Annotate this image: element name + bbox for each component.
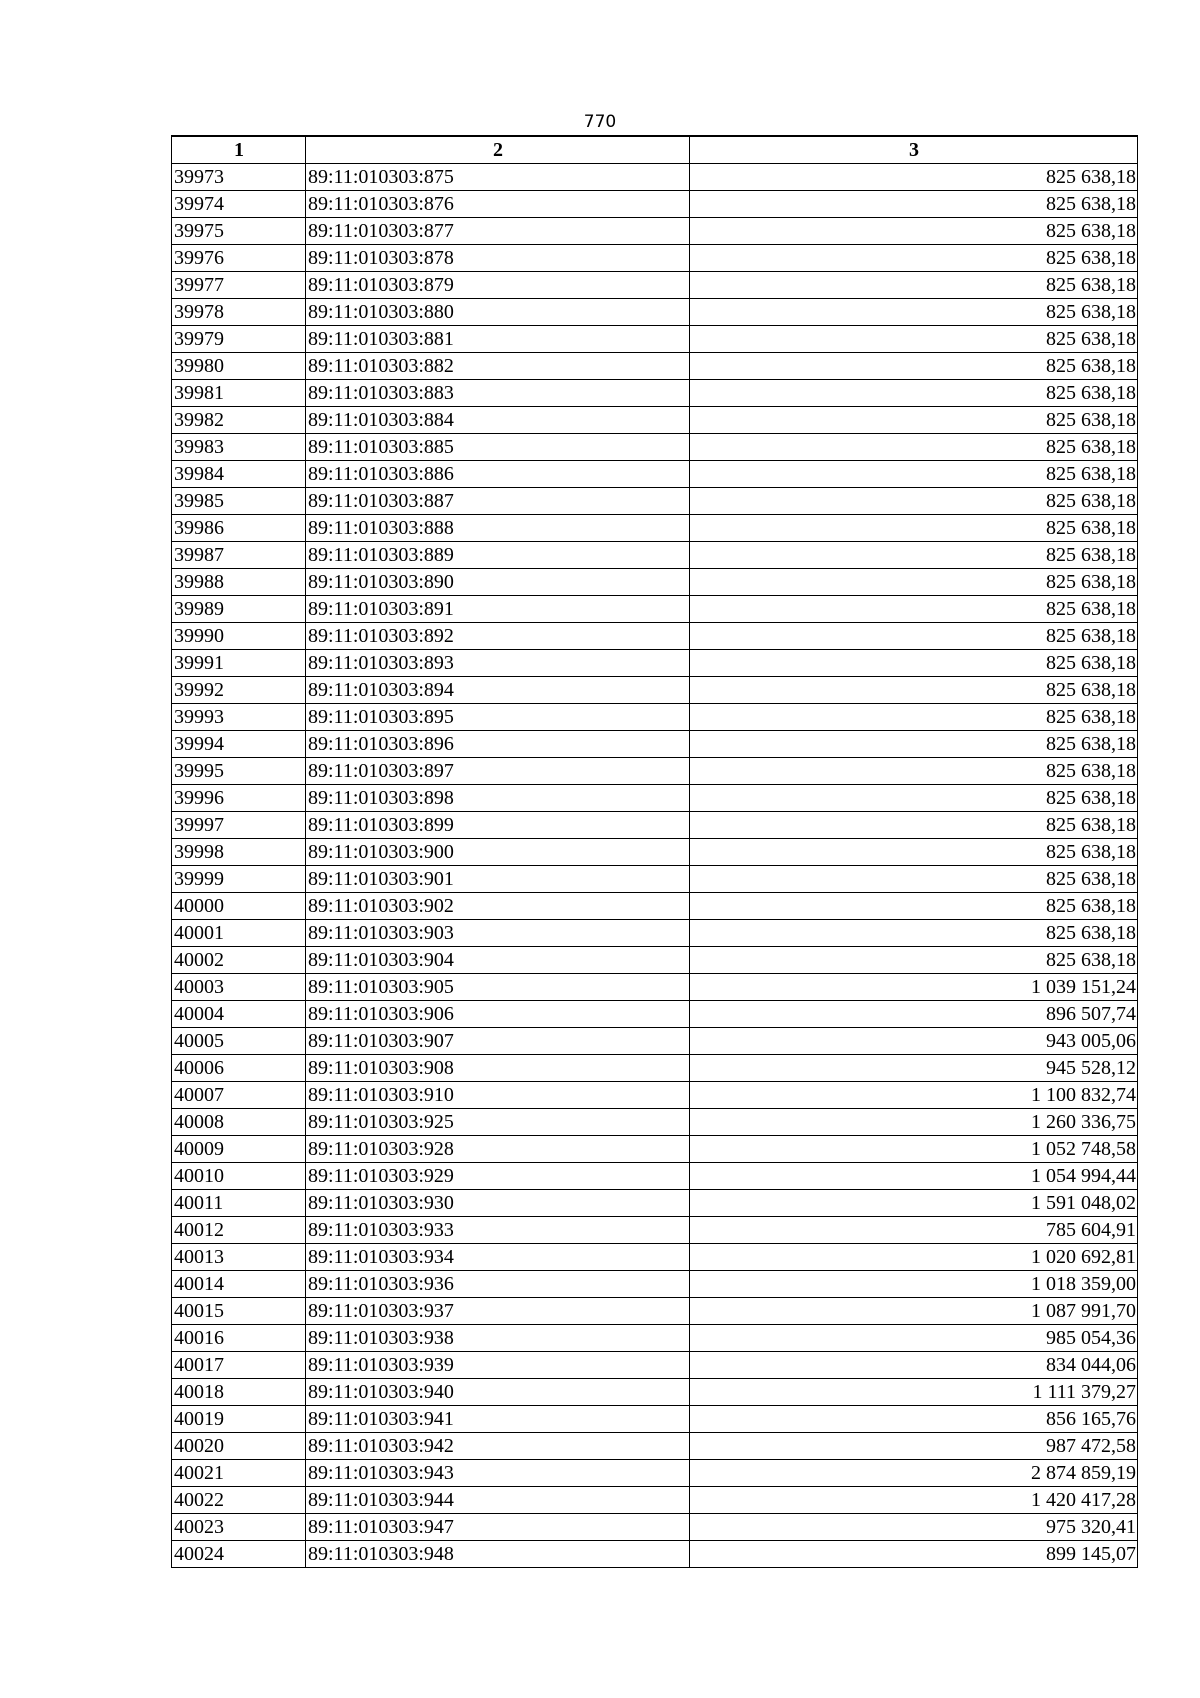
cadastral-number-cell: 89:11:010303:881 xyxy=(306,326,690,353)
cadastral-number-cell: 89:11:010303:875 xyxy=(306,164,690,191)
row-number-cell: 39983 xyxy=(172,434,306,461)
table-row xyxy=(172,299,1138,326)
row-number-cell: 40024 xyxy=(172,1541,306,1568)
cadastral-number-cell: 89:11:010303:898 xyxy=(306,785,690,812)
table-row xyxy=(172,1271,1138,1298)
cadastral-value-cell: 825 638,18 xyxy=(690,326,1138,353)
row-number-cell: 40017 xyxy=(172,1352,306,1379)
cadastral-value-cell: 2 874 859,19 xyxy=(690,1460,1138,1487)
table-row xyxy=(172,1136,1138,1163)
cadastral-number-cell: 89:11:010303:906 xyxy=(306,1001,690,1028)
cadastral-value-cell: 825 638,18 xyxy=(690,272,1138,299)
table-row xyxy=(172,839,1138,866)
table-row xyxy=(172,812,1138,839)
table-row xyxy=(172,272,1138,299)
cadastral-value-cell: 945 528,12 xyxy=(690,1055,1138,1082)
cadastral-number-cell: 89:11:010303:943 xyxy=(306,1460,690,1487)
row-number-cell: 39984 xyxy=(172,461,306,488)
row-number-cell: 40008 xyxy=(172,1109,306,1136)
table-row xyxy=(172,515,1138,542)
table-row xyxy=(172,1163,1138,1190)
table-row xyxy=(172,164,1138,191)
row-number-cell: 39991 xyxy=(172,650,306,677)
cadastral-number-cell: 89:11:010303:938 xyxy=(306,1325,690,1352)
table-row xyxy=(172,785,1138,812)
table-row xyxy=(172,1298,1138,1325)
cadastral-value-cell: 1 054 994,44 xyxy=(690,1163,1138,1190)
row-number-cell: 40021 xyxy=(172,1460,306,1487)
row-number-cell: 40015 xyxy=(172,1298,306,1325)
cadastral-value-table xyxy=(171,135,1138,1568)
cadastral-value-cell: 1 111 379,27 xyxy=(690,1379,1138,1406)
row-number-cell: 39989 xyxy=(172,596,306,623)
row-number-cell: 39980 xyxy=(172,353,306,380)
cadastral-value-cell: 825 638,18 xyxy=(690,461,1138,488)
table-row xyxy=(172,1082,1138,1109)
cadastral-value-cell: 825 638,18 xyxy=(690,704,1138,731)
table-row xyxy=(172,1487,1138,1514)
cadastral-number-cell: 89:11:010303:941 xyxy=(306,1406,690,1433)
row-number-cell: 39978 xyxy=(172,299,306,326)
row-number-cell: 39982 xyxy=(172,407,306,434)
row-number-cell: 40014 xyxy=(172,1271,306,1298)
table-row xyxy=(172,218,1138,245)
row-number-cell: 39992 xyxy=(172,677,306,704)
row-number-cell: 39988 xyxy=(172,569,306,596)
cadastral-value-cell: 825 638,18 xyxy=(690,920,1138,947)
cadastral-number-cell: 89:11:010303:925 xyxy=(306,1109,690,1136)
cadastral-number-cell: 89:11:010303:889 xyxy=(306,542,690,569)
cadastral-value-cell: 825 638,18 xyxy=(690,542,1138,569)
row-number-cell: 39999 xyxy=(172,866,306,893)
cadastral-number-cell: 89:11:010303:937 xyxy=(306,1298,690,1325)
cadastral-number-cell: 89:11:010303:879 xyxy=(306,272,690,299)
table-row xyxy=(172,1217,1138,1244)
table-row xyxy=(172,974,1138,1001)
row-number-cell: 39976 xyxy=(172,245,306,272)
table-body xyxy=(172,164,1138,1568)
cadastral-number-cell: 89:11:010303:882 xyxy=(306,353,690,380)
table-row xyxy=(172,893,1138,920)
cadastral-number-cell: 89:11:010303:905 xyxy=(306,974,690,1001)
header-row xyxy=(172,136,1138,164)
row-number-cell: 39997 xyxy=(172,812,306,839)
cadastral-value-cell: 825 638,18 xyxy=(690,758,1138,785)
table-row xyxy=(172,1460,1138,1487)
row-number-cell: 39973 xyxy=(172,164,306,191)
cadastral-number-cell: 89:11:010303:948 xyxy=(306,1541,690,1568)
cadastral-number-cell: 89:11:010303:886 xyxy=(306,461,690,488)
cadastral-value-cell: 825 638,18 xyxy=(690,191,1138,218)
row-number-cell: 40023 xyxy=(172,1514,306,1541)
cadastral-value-cell: 1 020 692,81 xyxy=(690,1244,1138,1271)
cadastral-number-cell: 89:11:010303:888 xyxy=(306,515,690,542)
cadastral-value-cell: 825 638,18 xyxy=(690,785,1138,812)
table-row xyxy=(172,434,1138,461)
cadastral-value-cell: 825 638,18 xyxy=(690,569,1138,596)
cadastral-number-cell: 89:11:010303:940 xyxy=(306,1379,690,1406)
cadastral-number-cell: 89:11:010303:891 xyxy=(306,596,690,623)
row-number-cell: 39994 xyxy=(172,731,306,758)
cadastral-value-cell: 975 320,41 xyxy=(690,1514,1138,1541)
cadastral-number-cell: 89:11:010303:902 xyxy=(306,893,690,920)
cadastral-number-cell: 89:11:010303:947 xyxy=(306,1514,690,1541)
cadastral-value-cell: 1 591 048,02 xyxy=(690,1190,1138,1217)
cadastral-number-cell: 89:11:010303:933 xyxy=(306,1217,690,1244)
row-number-cell: 40022 xyxy=(172,1487,306,1514)
column-header-1: 1 xyxy=(172,136,306,164)
cadastral-number-cell: 89:11:010303:884 xyxy=(306,407,690,434)
cadastral-value-cell: 825 638,18 xyxy=(690,839,1138,866)
cadastral-value-cell: 825 638,18 xyxy=(690,380,1138,407)
cadastral-number-cell: 89:11:010303:895 xyxy=(306,704,690,731)
table-row xyxy=(172,704,1138,731)
cadastral-value-cell: 987 472,58 xyxy=(690,1433,1138,1460)
table-row xyxy=(172,326,1138,353)
cadastral-value-cell: 785 604,91 xyxy=(690,1217,1138,1244)
page-number: 770 xyxy=(583,112,617,132)
row-number-cell: 40001 xyxy=(172,920,306,947)
row-number-cell: 40020 xyxy=(172,1433,306,1460)
cadastral-number-cell: 89:11:010303:930 xyxy=(306,1190,690,1217)
table-row xyxy=(172,461,1138,488)
cadastral-value-cell: 896 507,74 xyxy=(690,1001,1138,1028)
cadastral-value-cell: 985 054,36 xyxy=(690,1325,1138,1352)
cadastral-value-cell: 834 044,06 xyxy=(690,1352,1138,1379)
cadastral-number-cell: 89:11:010303:877 xyxy=(306,218,690,245)
table-row xyxy=(172,1433,1138,1460)
cadastral-number-cell: 89:11:010303:903 xyxy=(306,920,690,947)
row-number-cell: 39977 xyxy=(172,272,306,299)
cadastral-number-cell: 89:11:010303:928 xyxy=(306,1136,690,1163)
table-row xyxy=(172,731,1138,758)
cadastral-value-cell: 825 638,18 xyxy=(690,515,1138,542)
row-number-cell: 40002 xyxy=(172,947,306,974)
cadastral-number-cell: 89:11:010303:908 xyxy=(306,1055,690,1082)
table-row xyxy=(172,866,1138,893)
cadastral-number-cell: 89:11:010303:900 xyxy=(306,839,690,866)
table-row xyxy=(172,1244,1138,1271)
row-number-cell: 40009 xyxy=(172,1136,306,1163)
table-row xyxy=(172,1352,1138,1379)
table-row xyxy=(172,677,1138,704)
row-number-cell: 39993 xyxy=(172,704,306,731)
cadastral-value-cell: 825 638,18 xyxy=(690,164,1138,191)
table-row xyxy=(172,947,1138,974)
row-number-cell: 40006 xyxy=(172,1055,306,1082)
cadastral-number-cell: 89:11:010303:934 xyxy=(306,1244,690,1271)
cadastral-number-cell: 89:11:010303:929 xyxy=(306,1163,690,1190)
cadastral-number-cell: 89:11:010303:899 xyxy=(306,812,690,839)
cadastral-value-cell: 1 420 417,28 xyxy=(690,1487,1138,1514)
row-number-cell: 40011 xyxy=(172,1190,306,1217)
cadastral-value-cell: 899 145,07 xyxy=(690,1541,1138,1568)
cadastral-value-cell: 825 638,18 xyxy=(690,623,1138,650)
cadastral-value-cell: 825 638,18 xyxy=(690,488,1138,515)
cadastral-value-cell: 856 165,76 xyxy=(690,1406,1138,1433)
table-row xyxy=(172,1406,1138,1433)
table-row xyxy=(172,1514,1138,1541)
row-number-cell: 40000 xyxy=(172,893,306,920)
cadastral-number-cell: 89:11:010303:904 xyxy=(306,947,690,974)
cadastral-number-cell: 89:11:010303:878 xyxy=(306,245,690,272)
cadastral-number-cell: 89:11:010303:897 xyxy=(306,758,690,785)
cadastral-value-cell: 1 260 336,75 xyxy=(690,1109,1138,1136)
cadastral-number-cell: 89:11:010303:883 xyxy=(306,380,690,407)
row-number-cell: 39986 xyxy=(172,515,306,542)
row-number-cell: 40013 xyxy=(172,1244,306,1271)
row-number-cell: 40007 xyxy=(172,1082,306,1109)
cadastral-value-cell: 825 638,18 xyxy=(690,893,1138,920)
table-row xyxy=(172,245,1138,272)
cadastral-value-cell: 1 100 832,74 xyxy=(690,1082,1138,1109)
cadastral-number-cell: 89:11:010303:887 xyxy=(306,488,690,515)
cadastral-value-cell: 825 638,18 xyxy=(690,407,1138,434)
row-number-cell: 40004 xyxy=(172,1001,306,1028)
table-row xyxy=(172,1325,1138,1352)
cadastral-number-cell: 89:11:010303:896 xyxy=(306,731,690,758)
cadastral-number-cell: 89:11:010303:885 xyxy=(306,434,690,461)
table-row xyxy=(172,1055,1138,1082)
row-number-cell: 39975 xyxy=(172,218,306,245)
row-number-cell: 39981 xyxy=(172,380,306,407)
row-number-cell: 39979 xyxy=(172,326,306,353)
row-number-cell: 39987 xyxy=(172,542,306,569)
table-row xyxy=(172,758,1138,785)
table-row xyxy=(172,920,1138,947)
cadastral-value-cell: 825 638,18 xyxy=(690,947,1138,974)
row-number-cell: 39990 xyxy=(172,623,306,650)
row-number-cell: 40019 xyxy=(172,1406,306,1433)
row-number-cell: 39996 xyxy=(172,785,306,812)
cadastral-number-cell: 89:11:010303:876 xyxy=(306,191,690,218)
cadastral-value-cell: 825 638,18 xyxy=(690,677,1138,704)
cadastral-value-cell: 825 638,18 xyxy=(690,650,1138,677)
row-number-cell: 39985 xyxy=(172,488,306,515)
row-number-cell: 39998 xyxy=(172,839,306,866)
table-row xyxy=(172,650,1138,677)
cadastral-value-cell: 825 638,18 xyxy=(690,245,1138,272)
cadastral-number-cell: 89:11:010303:936 xyxy=(306,1271,690,1298)
table-row xyxy=(172,1028,1138,1055)
row-number-cell: 40012 xyxy=(172,1217,306,1244)
cadastral-value-cell: 825 638,18 xyxy=(690,218,1138,245)
cadastral-number-cell: 89:11:010303:939 xyxy=(306,1352,690,1379)
cadastral-value-cell: 825 638,18 xyxy=(690,731,1138,758)
cadastral-value-cell: 825 638,18 xyxy=(690,812,1138,839)
table-row xyxy=(172,407,1138,434)
row-number-cell: 39995 xyxy=(172,758,306,785)
cadastral-value-cell: 825 638,18 xyxy=(690,596,1138,623)
row-number-cell: 40016 xyxy=(172,1325,306,1352)
cadastral-value-cell: 1 052 748,58 xyxy=(690,1136,1138,1163)
cadastral-value-cell: 825 638,18 xyxy=(690,434,1138,461)
table-row xyxy=(172,1109,1138,1136)
table-row xyxy=(172,353,1138,380)
cadastral-number-cell: 89:11:010303:890 xyxy=(306,569,690,596)
cadastral-value-cell: 825 638,18 xyxy=(690,299,1138,326)
cadastral-number-cell: 89:11:010303:894 xyxy=(306,677,690,704)
table-row xyxy=(172,623,1138,650)
table-row xyxy=(172,488,1138,515)
cadastral-number-cell: 89:11:010303:901 xyxy=(306,866,690,893)
table-row xyxy=(172,542,1138,569)
column-header-2: 2 xyxy=(306,136,690,164)
cadastral-value-cell: 943 005,06 xyxy=(690,1028,1138,1055)
cadastral-number-cell: 89:11:010303:910 xyxy=(306,1082,690,1109)
row-number-cell: 40003 xyxy=(172,974,306,1001)
cadastral-value-cell: 825 638,18 xyxy=(690,866,1138,893)
table-row xyxy=(172,1190,1138,1217)
cadastral-number-cell: 89:11:010303:880 xyxy=(306,299,690,326)
table-header xyxy=(172,136,1138,164)
row-number-cell: 40005 xyxy=(172,1028,306,1055)
table-row xyxy=(172,596,1138,623)
cadastral-number-cell: 89:11:010303:893 xyxy=(306,650,690,677)
row-number-cell: 40010 xyxy=(172,1163,306,1190)
cadastral-number-cell: 89:11:010303:942 xyxy=(306,1433,690,1460)
cadastral-value-cell: 1 018 359,00 xyxy=(690,1271,1138,1298)
row-number-cell: 40018 xyxy=(172,1379,306,1406)
cadastral-number-cell: 89:11:010303:892 xyxy=(306,623,690,650)
cadastral-value-cell: 1 087 991,70 xyxy=(690,1298,1138,1325)
table-row xyxy=(172,1379,1138,1406)
cadastral-value-cell: 825 638,18 xyxy=(690,353,1138,380)
table-row xyxy=(172,1001,1138,1028)
column-header-3: 3 xyxy=(690,136,1138,164)
cadastral-number-cell: 89:11:010303:944 xyxy=(306,1487,690,1514)
table-row xyxy=(172,191,1138,218)
table-row xyxy=(172,569,1138,596)
cadastral-value-cell: 1 039 151,24 xyxy=(690,974,1138,1001)
cadastral-number-cell: 89:11:010303:907 xyxy=(306,1028,690,1055)
table-row xyxy=(172,380,1138,407)
row-number-cell: 39974 xyxy=(172,191,306,218)
table-row xyxy=(172,1541,1138,1568)
